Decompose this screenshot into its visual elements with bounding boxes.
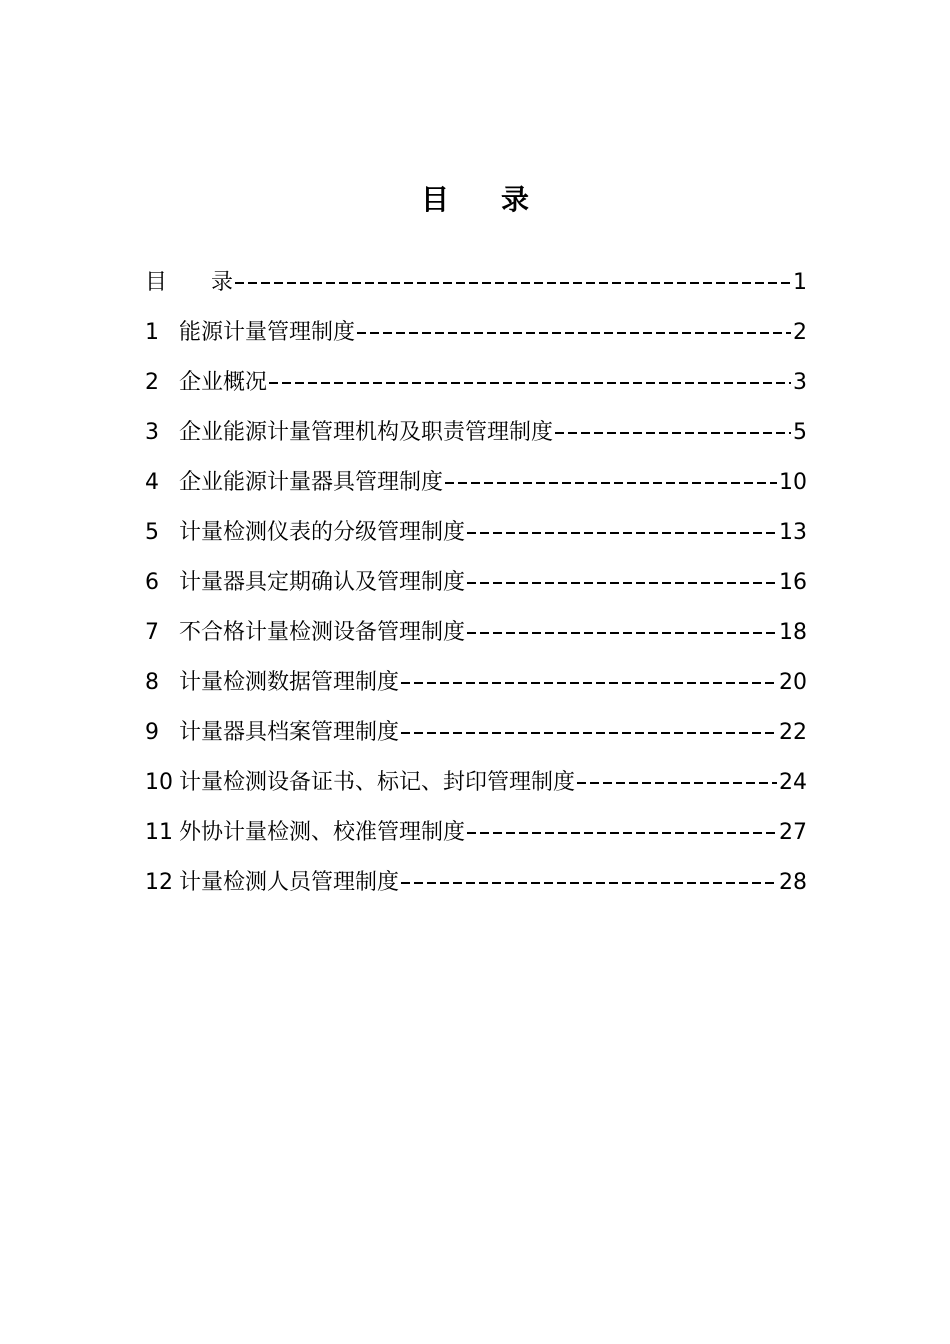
toc-leader [357, 332, 791, 334]
toc-entry-number: 4 [145, 470, 159, 495]
toc-entry-number: 10 [145, 770, 173, 795]
toc-leader [401, 682, 777, 684]
toc-page-number: 2 [793, 320, 807, 345]
toc-entry[interactable] [145, 408, 807, 458]
toc-entry[interactable] [145, 608, 807, 658]
toc-entry-text: 计量检测仪表的分级管理制度 [179, 520, 466, 545]
toc-page-number: 22 [779, 720, 807, 745]
toc-entry-number: 11 [145, 820, 173, 845]
toc-leader [401, 732, 777, 734]
toc-entry[interactable] [145, 708, 807, 758]
toc-page-number: 13 [779, 520, 807, 545]
toc-entry-number: 6 [145, 570, 159, 595]
toc-entry-text: 目 录 [145, 270, 234, 295]
toc-leader [445, 482, 777, 484]
toc-page-number: 5 [793, 420, 807, 445]
toc-entry-text: 外协计量检测、校准管理制度 [179, 820, 466, 845]
toc-leader [555, 432, 791, 434]
toc-entry-text: 计量检测数据管理制度 [179, 670, 400, 695]
toc-entry-text: 计量器具档案管理制度 [179, 720, 400, 745]
toc-page-number: 10 [779, 470, 807, 495]
table-of-contents [145, 258, 807, 908]
toc-entry[interactable] [145, 758, 807, 808]
toc-leader [235, 282, 791, 284]
toc-entry[interactable] [145, 808, 807, 858]
toc-leader [467, 582, 777, 584]
toc-entry[interactable] [145, 358, 807, 408]
toc-page-number: 3 [793, 370, 807, 395]
page-title [0, 180, 950, 220]
toc-entry-number: 9 [145, 720, 159, 745]
toc-entry-number: 7 [145, 620, 159, 645]
toc-entry-text: 计量检测人员管理制度 [179, 870, 400, 895]
toc-leader [467, 532, 777, 534]
toc-leader [467, 632, 777, 634]
toc-entry[interactable] [145, 658, 807, 708]
toc-entry[interactable] [145, 458, 807, 508]
toc-entry-text: 企业能源计量器具管理制度 [179, 470, 444, 495]
toc-page-number: 1 [793, 270, 807, 295]
toc-entry[interactable] [145, 308, 807, 358]
toc-entry[interactable] [145, 858, 807, 908]
toc-leader [401, 882, 777, 884]
toc-entry-text: 能源计量管理制度 [179, 320, 356, 345]
toc-page-number: 16 [779, 570, 807, 595]
toc-leader [269, 382, 791, 384]
toc-leader [467, 832, 777, 834]
toc-entry[interactable] [145, 508, 807, 558]
title-char-1: 目 [420, 183, 449, 216]
toc-page-number: 27 [779, 820, 807, 845]
toc-entry[interactable] [145, 558, 807, 608]
toc-entry-contents[interactable] [145, 258, 807, 308]
toc-entry-text: 企业能源计量管理机构及职责管理制度 [179, 420, 554, 445]
toc-entry-text: 不合格计量检测设备管理制度 [179, 620, 466, 645]
toc-page-number: 24 [779, 770, 807, 795]
toc-page-number: 18 [779, 620, 807, 645]
toc-entry-text: 企业概况 [179, 370, 268, 395]
toc-entry-text: 计量器具定期确认及管理制度 [179, 570, 466, 595]
toc-entry-number: 5 [145, 520, 159, 545]
title-char-2: 录 [501, 183, 530, 216]
toc-entry-text: 计量检测设备证书、标记、封印管理制度 [179, 770, 576, 795]
toc-entry-number: 8 [145, 670, 159, 695]
toc-entry-number: 2 [145, 370, 159, 395]
toc-entry-number: 12 [145, 870, 173, 895]
toc-page-number: 28 [779, 870, 807, 895]
toc-entry-number: 1 [145, 320, 159, 345]
toc-leader [577, 782, 777, 784]
toc-page-number: 20 [779, 670, 807, 695]
toc-entry-number: 3 [145, 420, 159, 445]
